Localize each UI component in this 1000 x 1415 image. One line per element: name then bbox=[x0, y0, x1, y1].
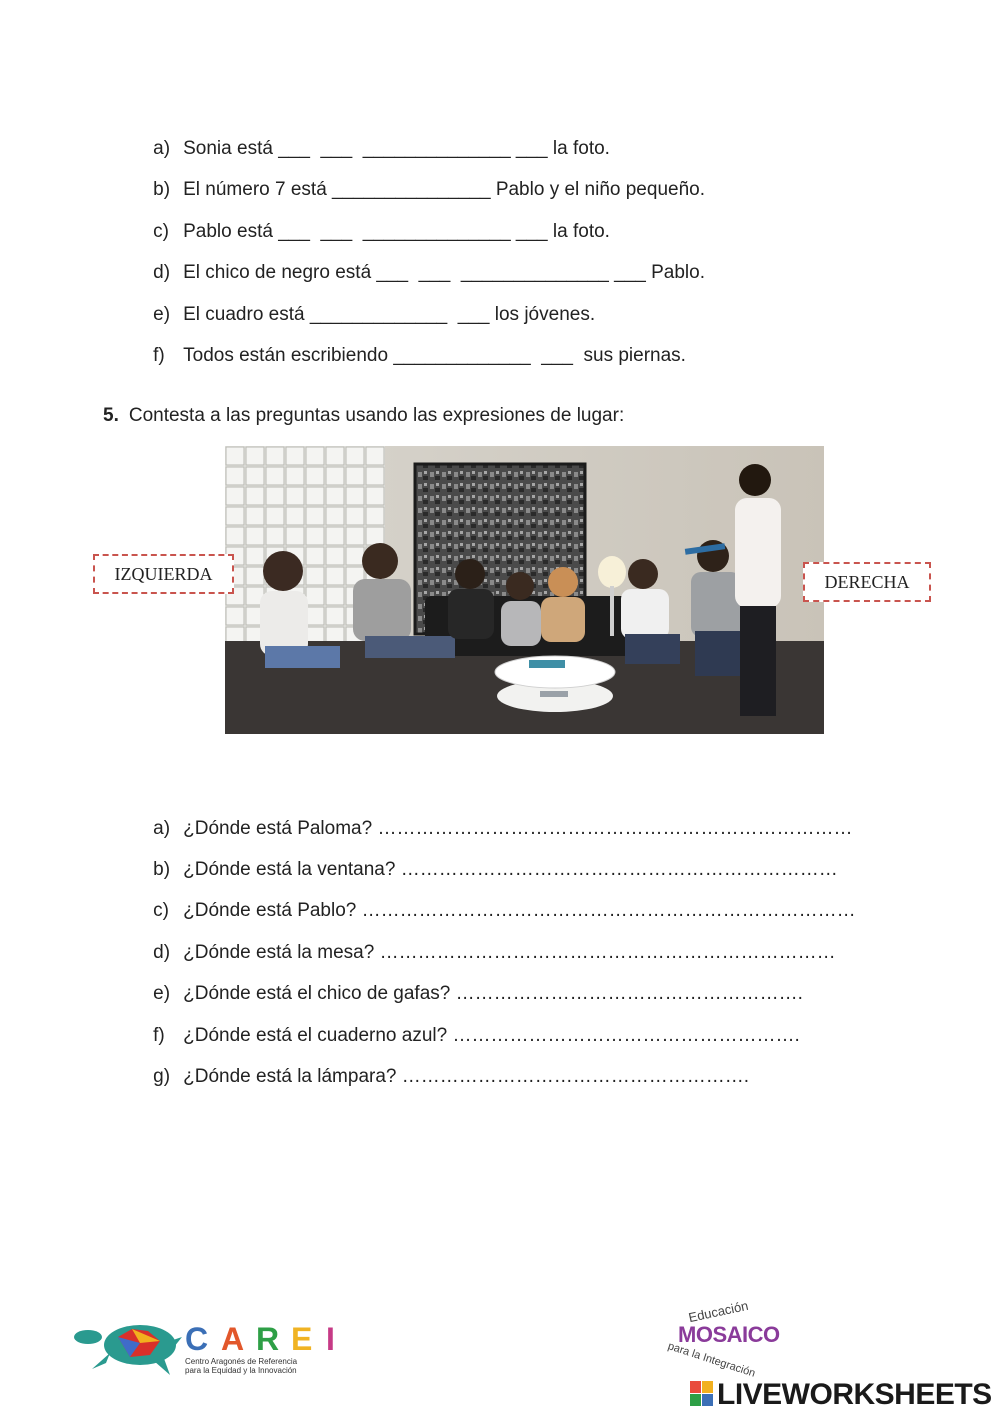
svg-text:E: E bbox=[291, 1321, 313, 1357]
carei-subtitle-1: Centro Aragonés de Referencia bbox=[185, 1357, 298, 1366]
svg-text:I: I bbox=[326, 1321, 335, 1357]
exercise-5-heading bbox=[103, 405, 624, 427]
item-marker: a) bbox=[153, 818, 171, 839]
carei-subtitle-2: para la Equidad y la Innovación bbox=[185, 1366, 297, 1375]
question-text: ¿Dónde está la mesa? ……………………………………………………………… bbox=[183, 942, 836, 963]
question-text: ¿Dónde está Paloma? ………………………………………………………………… bbox=[183, 818, 853, 839]
liveworksheets-text: LIVEWORKSHEETS bbox=[717, 1378, 992, 1411]
item-marker: e) bbox=[153, 983, 171, 1004]
item-marker: d) bbox=[153, 262, 171, 283]
item-text: Todos están escribiendo _____________ ___ sus piernas. bbox=[183, 345, 686, 366]
question-text: ¿Dónde está la ventana? …………………………………………………………… bbox=[183, 859, 838, 880]
left-direction-label: IZQUIERDA bbox=[93, 554, 234, 594]
right-direction-label: DERECHA bbox=[803, 562, 931, 602]
mosaico-name: MOSAICO bbox=[678, 1322, 780, 1347]
svg-text:A: A bbox=[221, 1321, 245, 1357]
exercise-instruction: Contesta a las preguntas usando las expresiones de lugar: bbox=[128, 405, 625, 426]
item-marker: c) bbox=[153, 900, 169, 921]
item-marker: f) bbox=[153, 1025, 165, 1046]
question-text: ¿Dónde está la lámpara? ………………………………………………. bbox=[183, 1066, 750, 1087]
item-text: El cuadro está _____________ ___ los jóvenes. bbox=[183, 304, 596, 325]
item-text: El chico de negro está ___ ___ ______________ ___ Pablo. bbox=[183, 262, 705, 283]
live-icon bbox=[690, 1381, 714, 1407]
carei-logo bbox=[70, 1315, 360, 1385]
item-text: Sonia está ___ ___ ______________ ___ la foto. bbox=[183, 138, 610, 159]
item-marker: g) bbox=[153, 1066, 171, 1087]
item-marker: f) bbox=[153, 345, 165, 366]
item-marker: b) bbox=[153, 179, 171, 200]
exercise-number: 5. bbox=[103, 405, 119, 426]
classroom-photo bbox=[225, 446, 824, 734]
list-item bbox=[132, 323, 686, 389]
mosaico-bottom-text: para la Integración bbox=[666, 1340, 757, 1380]
question-text: ¿Dónde está el cuaderno azul? ………………………………………………. bbox=[183, 1025, 800, 1046]
item-marker: b) bbox=[153, 859, 171, 880]
item-marker: c) bbox=[153, 221, 169, 242]
question-text: ¿Dónde está Pablo? …………………………………………………………………… bbox=[183, 900, 856, 921]
question-item bbox=[132, 1044, 749, 1110]
item-marker: e) bbox=[153, 304, 171, 325]
item-marker: a) bbox=[153, 138, 171, 159]
item-marker: d) bbox=[153, 942, 171, 963]
svg-text:R: R bbox=[256, 1321, 280, 1357]
question-text: ¿Dónde está el chico de gafas? ………………………………………………. bbox=[183, 983, 803, 1004]
item-text: El número 7 está _______________ Pablo y el niño pequeño. bbox=[183, 179, 705, 200]
svg-text:C: C bbox=[185, 1321, 219, 1357]
item-text: Pablo está ___ ___ ______________ ___ la foto. bbox=[183, 221, 610, 242]
mosaico-top-text: Educación bbox=[687, 1297, 750, 1326]
